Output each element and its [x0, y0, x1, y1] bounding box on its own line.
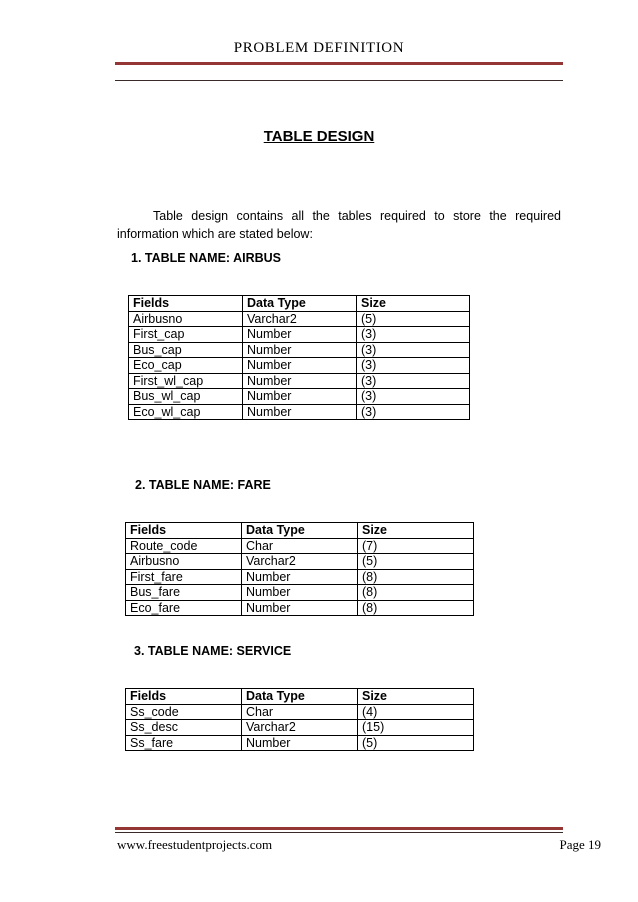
type-cell: Varchar2 — [242, 720, 358, 736]
type-cell: Number — [242, 569, 358, 585]
type-cell: Varchar2 — [243, 311, 357, 327]
type-cell: Char — [242, 704, 358, 720]
size-cell: (7) — [358, 538, 474, 554]
type-cell: Number — [243, 327, 357, 343]
column-header: Size — [358, 689, 474, 705]
footer-divider-dark — [115, 832, 563, 833]
size-cell: (15) — [358, 720, 474, 736]
table-row — [129, 342, 470, 358]
size-cell: (3) — [357, 404, 470, 420]
type-cell: Number — [243, 358, 357, 374]
intro-paragraph: Table design contains all the tables required to store the required information which are stated below: — [117, 209, 561, 241]
table-row — [126, 735, 474, 751]
type-cell: Number — [243, 389, 357, 405]
table-row — [129, 327, 470, 343]
size-cell: (5) — [358, 735, 474, 751]
field-cell: Airbusno — [129, 311, 243, 327]
size-cell: (3) — [357, 389, 470, 405]
footer-page-number: Page 19 — [559, 837, 601, 852]
type-cell: Number — [242, 735, 358, 751]
table-row — [129, 373, 470, 389]
field-cell: Ss_fare — [126, 735, 242, 751]
field-cell: Eco_fare — [126, 600, 242, 616]
column-header: Data Type — [242, 523, 358, 539]
field-cell: First_wl_cap — [129, 373, 243, 389]
service-table — [125, 688, 474, 751]
field-cell: Route_code — [126, 538, 242, 554]
field-cell: Ss_code — [126, 704, 242, 720]
table-row — [126, 538, 474, 554]
table-name-service: 3. TABLE NAME: SERVICE — [134, 644, 292, 658]
field-cell: First_fare — [126, 569, 242, 585]
type-cell: Number — [243, 342, 357, 358]
type-cell: Char — [242, 538, 358, 554]
table-header-row — [129, 296, 470, 312]
type-cell: Number — [242, 600, 358, 616]
size-cell: (5) — [357, 311, 470, 327]
size-cell: (3) — [357, 358, 470, 374]
field-cell: Bus_fare — [126, 585, 242, 601]
header-divider-dark — [115, 80, 563, 81]
table-row — [129, 311, 470, 327]
table-header-row — [126, 523, 474, 539]
column-header: Size — [358, 523, 474, 539]
size-cell: (3) — [357, 327, 470, 343]
table-row — [126, 585, 474, 601]
fare-table — [125, 522, 474, 616]
table-header-row — [126, 689, 474, 705]
size-cell: (8) — [358, 585, 474, 601]
size-cell: (5) — [358, 554, 474, 570]
type-cell: Number — [242, 585, 358, 601]
size-cell: (3) — [357, 342, 470, 358]
table-name-airbus: 1. TABLE NAME: AIRBUS — [131, 251, 281, 265]
type-cell: Number — [243, 373, 357, 389]
header-divider-red — [115, 62, 563, 65]
column-header: Fields — [126, 689, 242, 705]
column-header: Data Type — [243, 296, 357, 312]
airbus-table — [128, 295, 470, 420]
size-cell: (8) — [358, 600, 474, 616]
field-cell: Bus_cap — [129, 342, 243, 358]
field-cell: First_cap — [129, 327, 243, 343]
type-cell: Varchar2 — [242, 554, 358, 570]
table-row — [129, 389, 470, 405]
section-heading: TABLE DESIGN — [263, 128, 375, 145]
field-cell: Ss_desc — [126, 720, 242, 736]
footer-divider-red — [115, 827, 563, 830]
column-header: Size — [357, 296, 470, 312]
footer-website: www.freestudentprojects.com — [117, 837, 273, 852]
table-row — [126, 569, 474, 585]
field-cell: Airbusno — [126, 554, 242, 570]
column-header: Data Type — [242, 689, 358, 705]
field-cell: Eco_wl_cap — [129, 404, 243, 420]
size-cell: (8) — [358, 569, 474, 585]
column-header: Fields — [126, 523, 242, 539]
table-name-fare: 2. TABLE NAME: FARE — [135, 478, 271, 492]
table-row — [126, 720, 474, 736]
table-row — [129, 358, 470, 374]
size-cell: (4) — [358, 704, 474, 720]
table-row — [126, 600, 474, 616]
field-cell: Bus_wl_cap — [129, 389, 243, 405]
table-row — [126, 554, 474, 570]
page-header-title: PROBLEM DEFINITION — [233, 40, 405, 56]
field-cell: Eco_cap — [129, 358, 243, 374]
table-row — [126, 704, 474, 720]
table-row — [129, 404, 470, 420]
type-cell: Number — [243, 404, 357, 420]
size-cell: (3) — [357, 373, 470, 389]
column-header: Fields — [129, 296, 243, 312]
